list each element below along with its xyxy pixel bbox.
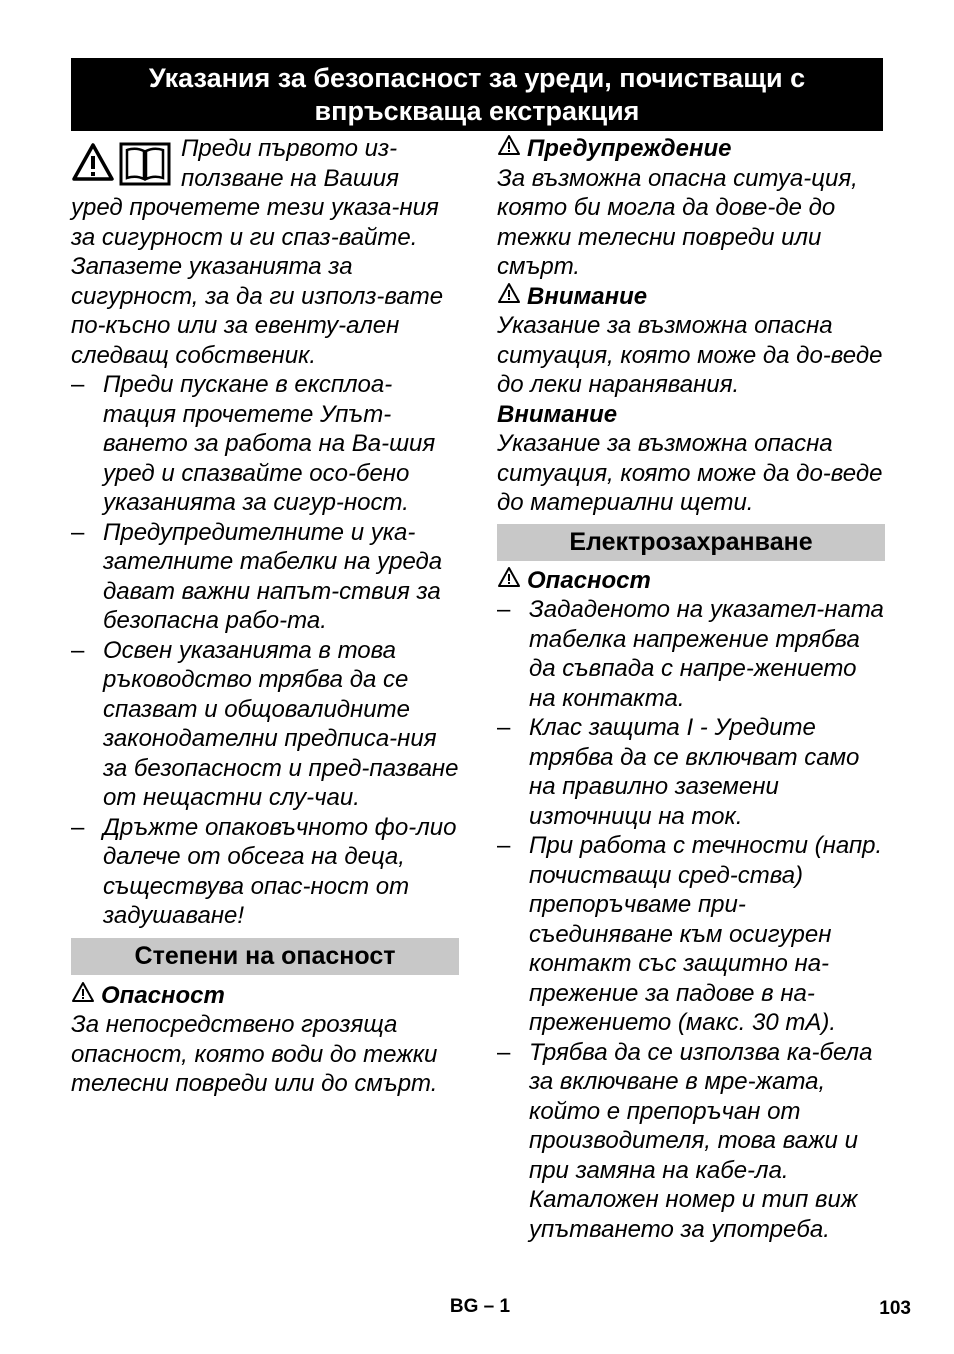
intro-text: уред прочетете тези указа-ния за сигурност и ги спаз-вайте. Запазете указанията за сигурност, за да ги използ-вате по-късно или за евенту-ален следващ собственик. [71,194,444,369]
caution-heading: Внимание [497,282,885,312]
warning-triangle-icon [497,134,521,164]
warning-triangle-icon [71,981,95,1011]
right-column [497,134,885,1244]
list-item: – Преди пускане в експлоа-тация прочетете Упът-ването за работа на Ва-шия уред и спазвайте осо-бено указанията за сигур-ност. [71,371,436,516]
left-bullet-list [71,370,459,931]
page-title [71,58,883,131]
warning-triangle-icon [497,282,521,312]
intro-icons [71,134,171,193]
danger-text: За непосредствено грозяща опасност, която води до тежки телесни повреди или до смърт. [71,1011,438,1097]
list-item: – Зададеното на указател-ната табелка напрежение трябва да съвпада с напре-жението на контакта. [497,596,884,712]
footer-section-label: BG – 1 [449,1296,511,1317]
warning-heading: Предупреждение [497,134,885,164]
warning-text: За възможна опасна ситуа-ция, която би могла да дове-де до тежки телесни повреди или смърт. [497,164,858,280]
manual-book-icon [119,142,171,186]
section-heading-power-supply: Електрозахранване [497,524,885,561]
section-heading-hazard-levels: Степени на опасност [71,938,459,975]
list-item: – Клас защита I - Уредите трябва да се включват само на правилно заземени източници на ток. [497,714,860,830]
list-item: – При работа с течности (напр. почистващи сред-ства) препоръчваме при-съединяване към осигурен контакт със защитно на-прежение за падове в на-прежението (макс. 30 mA). [497,832,883,1036]
caution-text: Указание за възможна опасна ситуация, която може да до-веде до леки наранявания. [497,312,883,398]
list-item: – Дръжте опаковъчното фо-лио далече от обсега на деца, съществува опас-ност от задушаване! [71,813,457,929]
list-item: – Предупредителните и ука-зателните табелки на уреда дават важни напът-ствия за безопасна рабо-та. [71,518,443,634]
intro-block [71,134,459,193]
right-bullet-list [497,595,885,1244]
page-number: 103 [879,1298,911,1319]
page-title-line2: впръскваща екстракция [314,95,640,126]
page-title-line1: Указания за безопасност за уреди, почистващи с [148,62,806,93]
list-item: – Освен указанията в това ръководство трябва да се спазват и общовалидните законодателни предписа-ния за безопасност и пред-пазване от нещастни слу-чаи. [71,636,459,811]
notice-text: Указание за възможна опасна ситуация, която може да до-веде до материални щети. [497,430,883,516]
danger-heading: Опасност [71,981,459,1011]
left-column [71,134,459,1099]
danger-heading: Опасност [497,566,885,596]
warning-triangle-icon [497,566,521,596]
warning-triangle-icon [71,142,115,182]
notice-heading: Внимание [497,400,618,428]
intro-line-1: Преди първото из- [181,135,398,162]
intro-line-2: ползване на Вашия [181,164,399,192]
list-item: – Трябва да се използва ка-бела за включване в мре-жата, който е препоръчан от производителя, това важи и при замяна на кабе-ла. Каталожен номер и тип виж упътването за употреба. [497,1038,873,1243]
